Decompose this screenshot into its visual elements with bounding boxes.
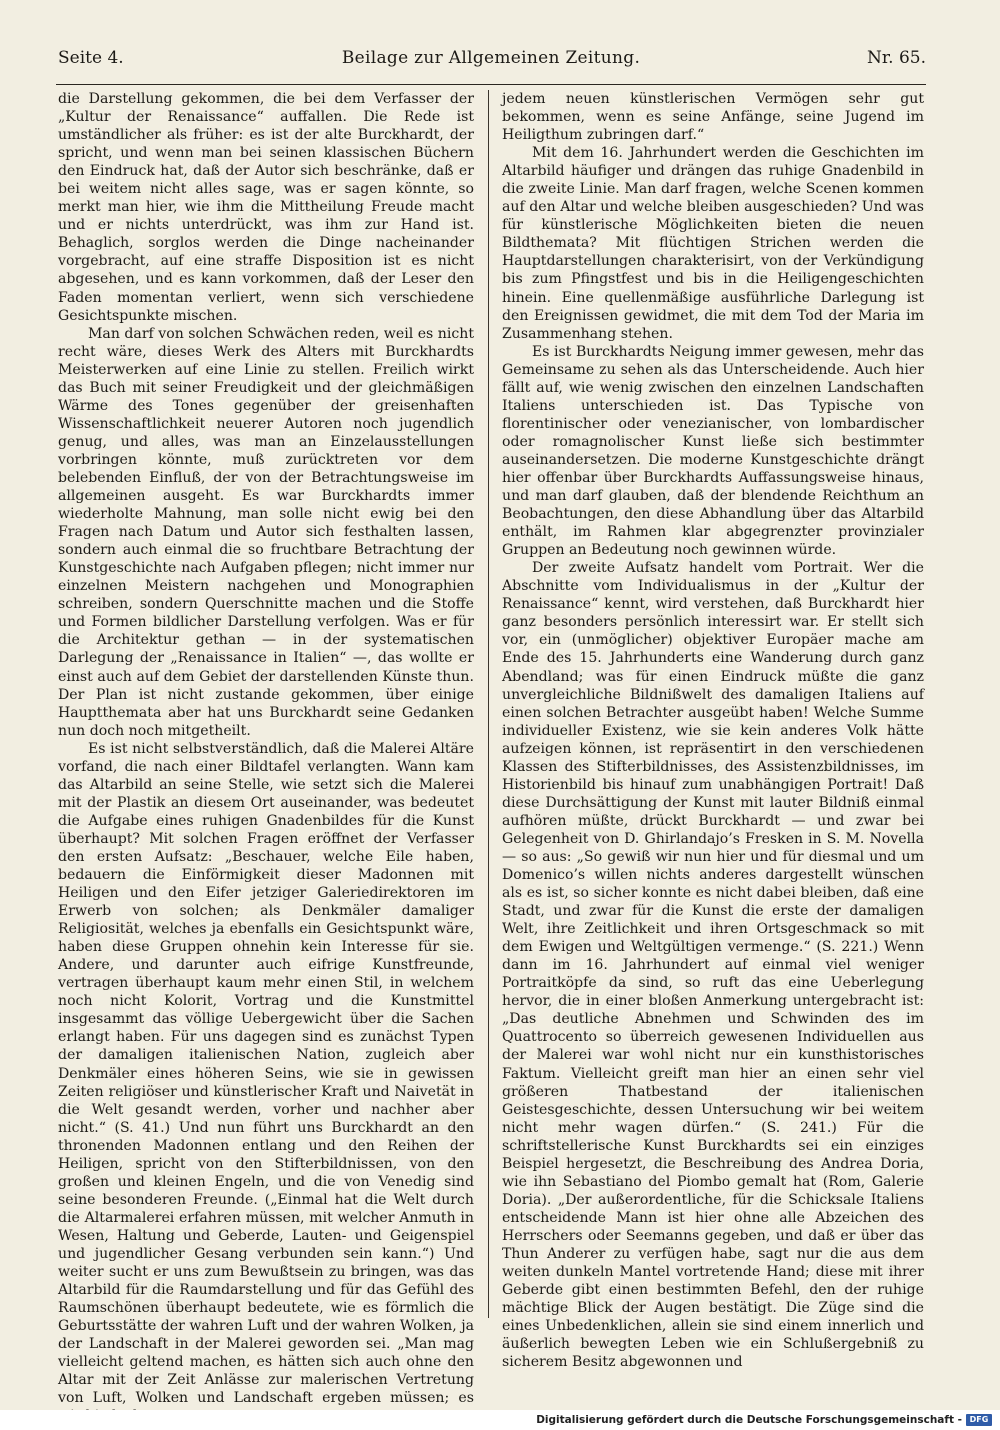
digitization-footer [0, 1410, 1000, 1430]
left-column [58, 90, 474, 1425]
issue-number: Nr. 65. [867, 48, 926, 68]
paragraph: die Darstellung gekommen, die bei dem Verfasser der „Kultur der Renaissance“ auffallen. Die Rede ist umständlicher als früher: es ist der alte Burckhardt, der spricht, und wenn man bei seinen klassischen Büchern den Eindruck hat, daß der Autor sich beschränke, daß er bei weitem nicht alles sage, was er sagen könnte, so merkt man hier, wie ihm die Mittheilung Freude macht und er nichts unterdrückt, was ihm zur Hand ist. Behaglich, sorglos werden die Dinge nacheinander vorgebracht, auf eine straffe Disposition ist es nicht abgesehen, und es kann vorkommen, daß der Leser den Faden momentan verliert, wenn sich verschiedene Gesichtspunkte mischen. [58, 91, 474, 324]
paragraph: Der zweite Aufsatz handelt vom Portrait. Wer die Abschnitte vom Individualismus in der „Kultur der Renaissance“ kennt, wird verstehen, daß Burckhardt hier ganz besonders persönlich interessirt war. Er stellt sich vor, ein (unmöglicher) objektiver Europäer mache am Ende des 15. Jahrhunderts eine Wanderung durch ganz Abendland; was für einen Eindruck müßte die ganz unvergleichliche Bildnißwelt des damaligen Italiens auf einen solchen Betrachter ausgeübt haben! Welche Summe individueller Existenz, wie sie kein anderes Volk hätte aufzeigen können, ist repräsentirt in den verschiedenen Klassen des Stifterbildnisses, des Assistenzbildnisses, im Historienbild bis hinauf zum unabhängigen Portrait! Daß diese Durchsättigung der Kunst mit lauter Bildniß einmal aufhören müßte, drückt Burckhardt — und zwar bei Gelegenheit von D. Ghirlandajo’s Fresken in S. M. Novella — so aus: „So gewiß wir nun hier und für diesmal und um Domenico’s willen nichts anderes dargestellt wünschen als es ist, so sicher konnte es nicht dabei bleiben, daß eine Stadt, und zwar für die Kunst die erste der damaligen Welt, ihre Zeitlichkeit und ihren Ortsgeschmack so mit dem Ewigen und Weltgültigen vermenge.“ (S. 221.) Wenn dann im 16. Jahrhundert auf einmal viel weniger Portraitköpfe da sind, so ruft das eine Ueberlegung hervor, die in einer bloßen Anmerkung untergebracht ist: „Das deutliche Abnehmen und Schwinden des im Quattrocento so überreich gewesenen Individuellen aus der Malerei war wohl nicht nur ein kunsthistorisches Faktum. Vielleicht greift man hier an einen sehr viel größeren Thatbestand der italienischen Geistesgeschichte, dessen Untersuchung wir bei weitem nicht mehr wagen dürfen.“ (S. 241.) Für die schriftstellerische Kunst Burckhardts sei ein einziges Beispiel hergesetzt, die Beschreibung des Andrea Doria, wie ihn Sebastiano del Piombo gemalt hat (Rom, Galerie Doria). „Der außerordentliche, für die Schicksale Italiens entscheidende Mann ist hier ohne alle Abzeichen des Herrschers oder Seemanns gegeben, und daß er über das Thun Anderer zu verfügen habe, sagt nur die aus dem weiten dunkeln Mantel vortretende Hand; diese mit ihrer Geberde gibt einen bestimmten Befehl, den der ruhige mächtige Blick der Augen bestätigt. Die Züge sind die eines Unbedenklichen, allein sie sind einem innerlich und äußerlich bewegten Leben wie ein Schlußergebniß zu sicherem Besitz abgewonnen und [502, 560, 924, 1371]
header-rule [56, 84, 926, 85]
right-column [502, 90, 924, 1371]
page-header [56, 44, 926, 78]
paragraph: jedem neuen künstlerischen Vermögen sehr gut bekommen, wenn es seine Anfänge, seine Jugend im Heiligthum zubringen darf.“ [502, 91, 924, 144]
funding-notice: Digitalisierung gefördert durch die Deutsche Forschungsgemeinschaft - [536, 1414, 962, 1426]
page-number: Seite 4. [58, 48, 124, 68]
paragraph: Man darf von solchen Schwächen reden, weil es nicht recht wäre, dieses Werk des Alters mit Burckhardts Meisterwerken auf eine Linie zu stellen. Freilich wirkt das Buch mit seiner Freudigkeit und der gleichmäßigen Wärme des Tones gegenüber der greisenhaften Wissenschaftlichkeit neuerer Autoren noch jugendlich genug, und alles, was man an Einzelausstellungen vorbringen könnte, muß zurücktreten vor dem belebenden Einfluß, der von der Betrachtungsweise im allgemeinen ausgeht. Es war Burckhardts immer wiederholte Mahnung, man solle nicht ewig bei den Fragen nach Datum und Autor sich festhalten lassen, sondern auch einmal die so fruchtbare Betrachtung der Kunstgeschichte nach Aufgaben pflegen; nicht immer nur einzelnen Meistern nachgehen und Monographien schreiben, sondern Querschnitte machen und die Stoffe und Formen bildlicher Darstellung verfolgen. Was er für die Architektur gethan — in der systematischen Darlegung der „Renaissance in Italien“ —, das wollte er einst auch auf dem Gebiet der darstellenden Künste thun. Der Plan ist nicht zustande gekommen, über einige Hauptthemata aber hat uns Burckhardt seine Gedanken nun doch noch mitgetheilt. [58, 325, 474, 739]
column-divider [488, 90, 489, 1318]
dfg-logo-icon: DFG [966, 1414, 992, 1426]
paragraph: Mit dem 16. Jahrhundert werden die Geschichten im Altarbild häufiger und drängen das ruhige Gnadenbild in die zweite Linie. Man darf fragen, welche Scenen kommen auf den Altar und welche bleiben ausgeschieden? Und was für künstlerische Möglichkeiten bieten die neuen Bildthemata? Mit flüchtigen Strichen werden die Hauptdarstellungen charakterisirt, von der Verkündigung bis zum Pfingstfest und bis in die Heiligengeschichten hinein. Eine quellenmäßige ausführliche Darlegung ist den Ereignissen gewidmet, die mit dem Tod der Maria im Zusammenhang stehen. [502, 145, 924, 342]
publication-title: Beilage zur Allgemeinen Zeitung. [341, 48, 641, 68]
paragraph: Es ist nicht selbstverständlich, daß die Malerei Altäre vorfand, die nach einer Bildtafel verlangten. Wann kam das Altarbild an seine Stelle, wie setzt sich die Malerei mit der Plastik an diesem Ort auseinander, was bedeutet die Aufgabe eines ruhigen Gnadenbildes für die Kunst überhaupt? Mit solchen Fragen eröffnet der Verfasser den ersten Aufsatz: „Beschauer, welche Eile haben, bedauern die Einförmigkeit dieser Madonnen mit Heiligen und den Eifer jetziger Galeriedirektoren im Erwerb von solchen; als Denkmäler damaliger Religiosität, welches ja ebenfalls ein Gesichtspunkt wäre, haben diese Gruppen ohnehin kein Interesse für sie. Andere, und darunter auch eifrige Kunstfreunde, vertragen überhaupt kaum mehr einen Stil, in welchem noch nicht Kolorit, Vortrag und die Kunstmittel insgesammt das völlige Uebergewicht über die Sachen erlangt haben. Für uns dagegen sind es zunächst Typen der damaligen italienischen Nation, zugleich aber Denkmäler eines höheren Seins, wie sie in gewissen Zeiten religiöser und künstlerischer Kraft und Naivetät in die Welt gesandt werden, vorher und nachher aber nicht.“ (S. 41.) Und nun führt uns Burckhardt an den thronenden Madonnen entlang und den Reihen der Heiligen, spricht von den Stifterbildnissen, von den großen und kleinen Engeln, und die von Venedig sind seine besonderen Freunde. („Einmal hat die Welt durch die Altarmalerei erfahren müssen, mit welcher Anmuth in Wesen, Haltung und Geberde, Lauten- und Geigenspiel und jugendlicher Gesang verbunden sein kann.“) Und weiter sucht er uns zum Bewußtsein zu bringen, was das Altarbild für die Raumdarstellung und für das Gefühl des Raumschönen überhaupt bedeutete, wie es förmlich die Geburtsstätte der wahren Luft und der wahren Wolken, ja der Landschaft in der Malerei geworden sei. „Man mag vielleicht geltend machen, es hätten sich auch ohne den Altar mit der Zeit Anlässe zur malerischen Vertretung von Luft, Wolken und Landschaft ergeben müssen; es [58, 740, 474, 1407]
paragraph: Es ist Burckhardts Neigung immer gewesen, mehr das Gemeinsame zu sehen als das Unterscheidende. Auch hier fällt auf, wie wenig zwischen den einzelnen Landschaften Italiens unterschieden ist. Das Typische von florentinischer oder venezianischer, von lombardischer oder romagnolischer Kunst ließe sich bestimmter auseinandersetzen. Die moderne Kunstgeschichte drängt hier offenbar über Burckhardts Auffassungsweise hinaus, und man darf glauben, daß der blendende Reichthum an Beobachtungen, den diese Abhandlung über das Altarbild enthält, im Rahmen klar abgegrenzter provinzialer Gruppen an Bedeutung noch gewinnen würde. [502, 343, 924, 559]
